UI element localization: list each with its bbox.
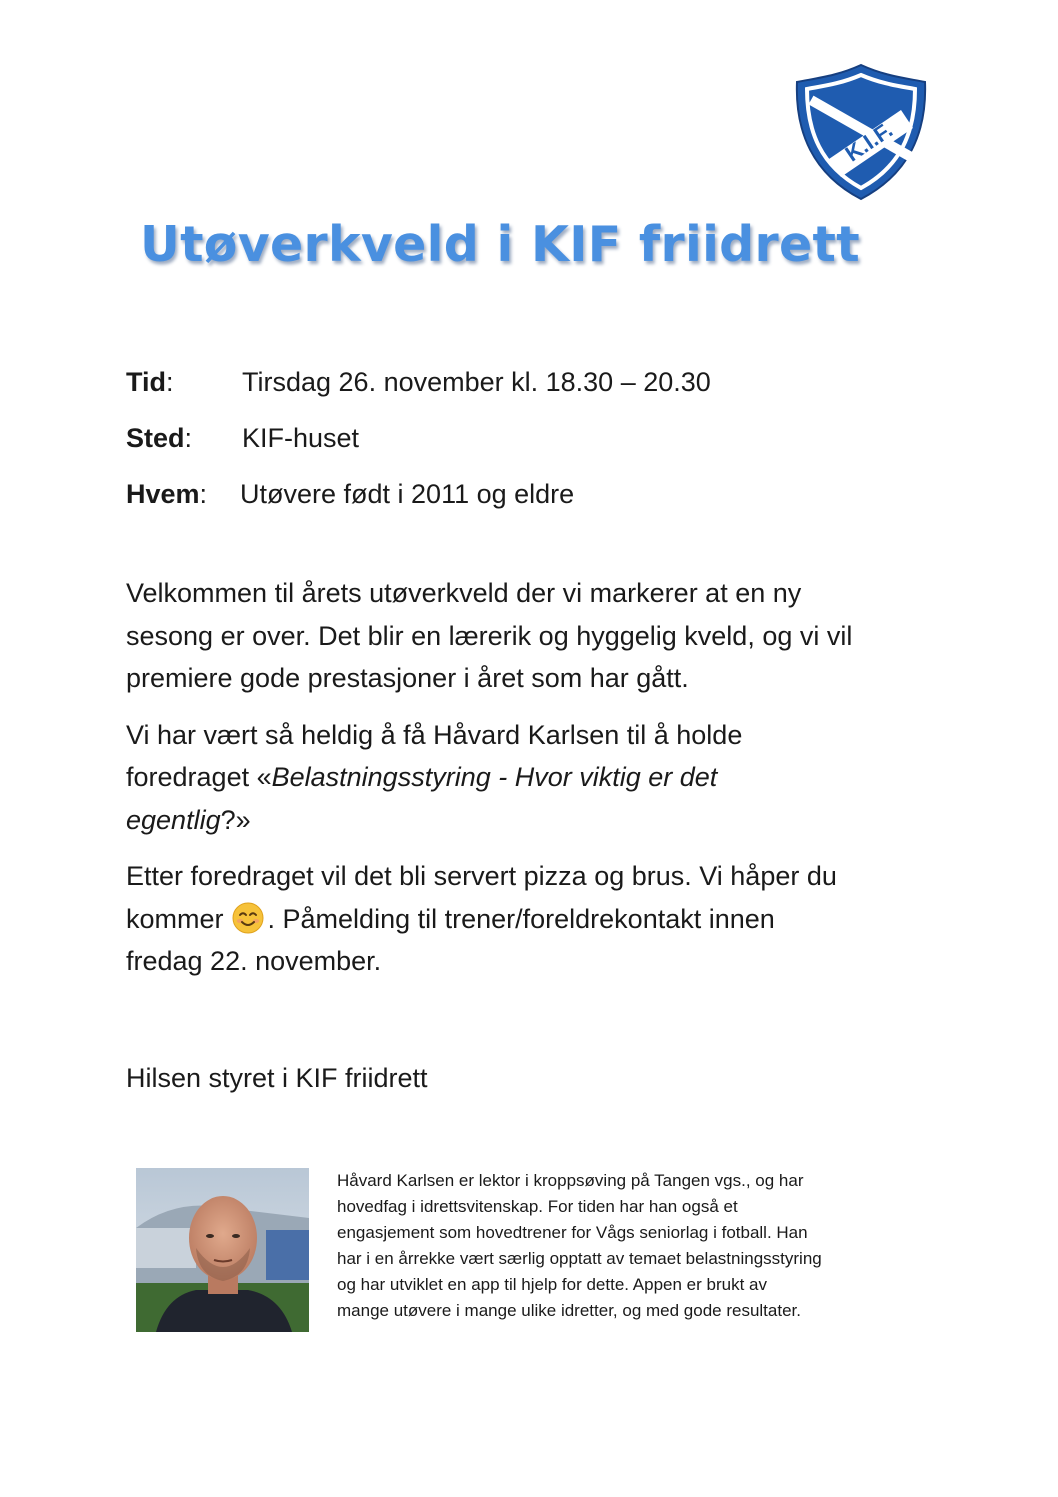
paragraph-line: foredraget «	[126, 762, 272, 792]
logo-text: K.I.F.	[840, 117, 898, 167]
bio-line: engasjement som hovedtrener for Vågs seniorlag i fotball. Han	[337, 1223, 808, 1242]
place-label: Sted	[126, 423, 185, 453]
invitation-text	[126, 572, 956, 997]
paragraph-line: sesong er over. Det blir en lærerik og hyggelig kveld, og vi vil	[126, 620, 853, 651]
speaker-bio	[337, 1168, 937, 1324]
signature-greeting: Hilsen styret i KIF friidrett	[126, 1063, 428, 1093]
smiley-icon	[232, 902, 264, 934]
who-label: Hvem	[126, 479, 200, 509]
bio-line: har i en årrekke vært særlig opptatt av temaet belastningsstyring	[337, 1249, 822, 1268]
bio-line: mange utøvere i mange ulike idretter, og med gode resultater.	[337, 1301, 801, 1320]
speaker-photo	[136, 1168, 309, 1332]
paragraph-line: . Påmelding til trener/foreldrekontakt innen	[267, 903, 775, 934]
bio-line: hovedfag i idrettsvitenskap. For tiden har han også et	[337, 1197, 738, 1216]
info-row-who	[126, 474, 575, 530]
paragraph-line: ?»	[220, 804, 251, 835]
paragraph-line: Etter foredraget vil det bli servert pizza og brus. Vi håper du	[126, 861, 837, 891]
bio-line: Håvard Karlsen er lektor i kroppsøving på Tangen vgs., og har	[337, 1171, 804, 1190]
lecture-title-end: egentlig	[126, 804, 221, 835]
time-colon: :	[166, 367, 174, 397]
time-label: Tid	[126, 367, 166, 397]
place-colon: :	[184, 423, 193, 453]
info-row-place	[126, 418, 360, 474]
page-title: Utøverkveld i KIF friidrett	[140, 216, 860, 273]
lecture-title: Belastningsstyring - Hvor viktig er det	[271, 762, 718, 792]
paragraph-food	[126, 855, 956, 983]
kif-logo	[793, 62, 929, 202]
paragraph-lecture	[126, 714, 956, 842]
info-row-time	[126, 362, 711, 418]
paragraph-line: fredag 22. november.	[126, 946, 382, 976]
paragraph-line: Vi har vært så heldig å få Håvard Karlsen til å holde	[126, 719, 743, 750]
event-info	[126, 362, 711, 530]
paragraph-line: Velkommen til årets utøverkveld der vi markerer at en ny	[126, 578, 802, 608]
time-value: Tirsdag 26. november kl. 18.30 – 20.30	[242, 367, 711, 397]
place-value: KIF-huset	[242, 423, 360, 453]
bio-line: og har utviklet en app til hjelp for dette. Appen er brukt av	[337, 1275, 767, 1294]
who-value: Utøvere født i 2011 og eldre	[240, 479, 575, 509]
paragraph-line: kommer	[126, 903, 224, 934]
paragraph-welcome	[126, 572, 956, 700]
who-colon: :	[199, 479, 208, 509]
paragraph-line: premiere gode prestasjoner i året som har gått.	[126, 663, 689, 693]
